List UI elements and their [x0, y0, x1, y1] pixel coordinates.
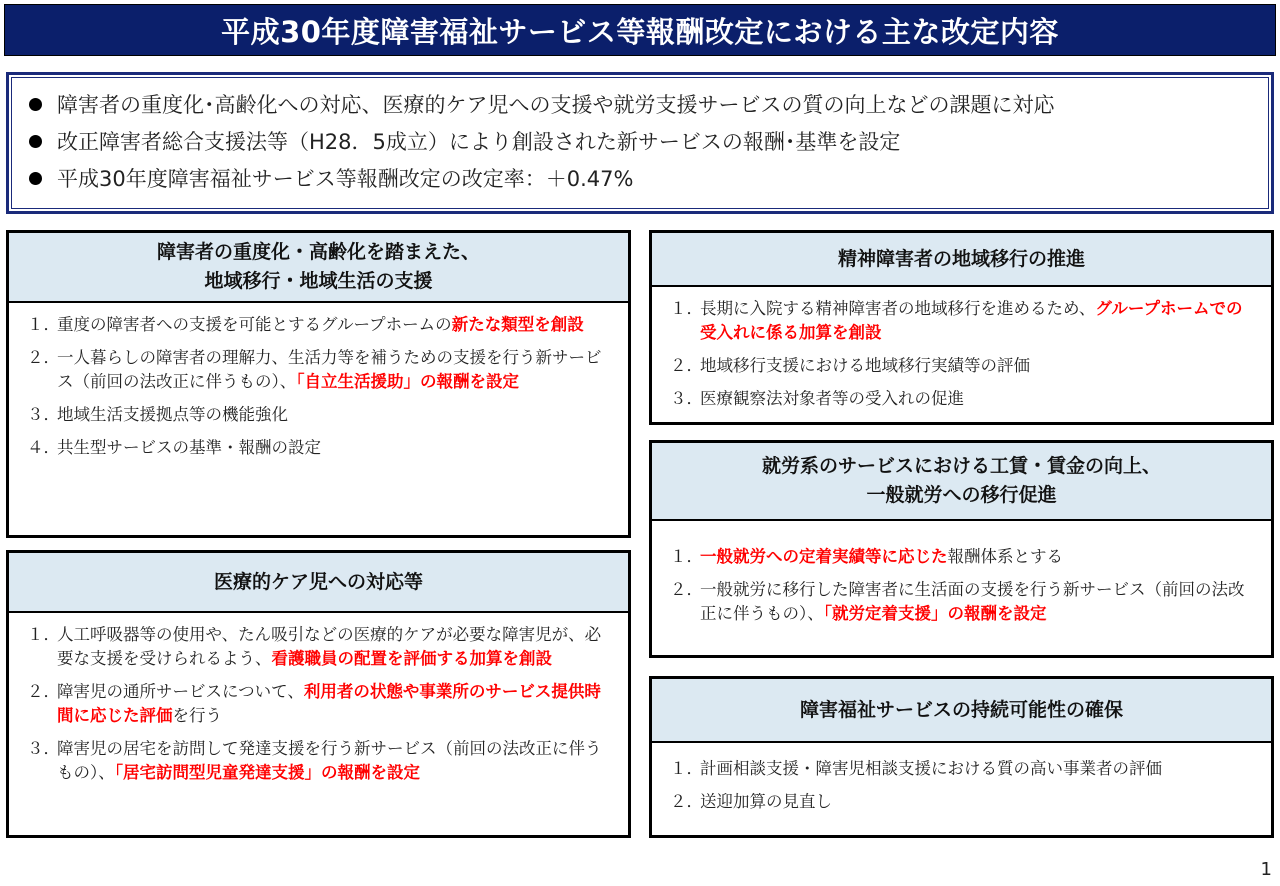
list-item	[666, 354, 1259, 378]
item-number: １．	[670, 299, 703, 318]
item-text-tail: 報酬体系とする	[947, 547, 1063, 566]
summary-text: 平成30年度障害福祉サービス等報酬改定の改定率：＋0.47%	[57, 167, 634, 191]
item-text-emphasis: 看護職員の配置を評価する加算を創設	[271, 649, 552, 668]
page-title: 平成30年度障害福祉サービス等報酬改定における主な改定内容	[221, 14, 1059, 49]
list-item	[666, 790, 1259, 814]
panel-header	[652, 443, 1271, 521]
list-item	[23, 737, 616, 785]
panel-title: 障害福祉サービスの持続可能性の確保	[799, 698, 1123, 721]
summary-item	[27, 87, 1271, 124]
item-text-emphasis: グループホームでの受入れに係る加算を創設	[700, 299, 1243, 342]
panel-title-line1: 就労系のサービスにおける工賃・賃金の向上、	[761, 455, 1161, 477]
item-text-normal: 送迎加算の見直し	[700, 792, 832, 811]
bullet-icon	[29, 98, 42, 111]
item-number: １．	[670, 759, 703, 778]
item-text	[57, 623, 616, 671]
panel-sustainability	[649, 676, 1274, 838]
item-text-normal: 一般就労に移行した障害者に生活面の支援を行う新サービス（前回の法改正に伴うもの）、	[700, 580, 1245, 623]
panel-body	[652, 743, 1271, 814]
panel-medical-care-children	[6, 550, 631, 838]
panel-community-life	[6, 230, 631, 538]
item-text-normal: 人工呼吸器等の使用や、たん吸引などの医療的ケアが必要な障害児が、必要な支援を受けられるよう、	[57, 625, 602, 668]
item-text	[700, 297, 1259, 345]
item-number: ２．	[27, 348, 60, 367]
item-text-normal: 障害児の通所サービスについて、	[57, 682, 304, 701]
list-item	[666, 757, 1259, 781]
list-item	[666, 578, 1259, 626]
item-text-normal: 一人暮らしの障害者の理解力、生活力等を補うための支援を行う新サービス（前回の法改正に伴うもの）、	[57, 348, 602, 391]
item-text	[57, 436, 616, 460]
panel-body	[9, 613, 628, 785]
item-text	[700, 578, 1259, 626]
item-text	[700, 757, 1259, 781]
list-item	[666, 297, 1259, 345]
title-bar	[4, 4, 1276, 56]
panel-body	[652, 287, 1271, 411]
item-text	[57, 737, 616, 785]
item-number: ２．	[670, 792, 703, 811]
item-text-emphasis: 「自立生活援助」の報酬を設定	[296, 372, 519, 391]
panel-body	[9, 303, 628, 460]
page-number: 1	[1260, 859, 1272, 880]
summary-item	[27, 124, 1271, 161]
item-number: １．	[27, 315, 60, 334]
item-text-normal: 共生型サービスの基準・報酬の設定	[57, 438, 321, 457]
item-text	[700, 790, 1259, 814]
item-text-normal: 地域生活支援拠点等の機能強化	[57, 405, 288, 424]
item-text	[700, 545, 1259, 569]
item-number: ３．	[670, 389, 703, 408]
item-number: ２．	[670, 356, 703, 375]
item-text-emphasis: 一般就労への定着実績等に応じた	[700, 547, 948, 566]
bullet-icon	[29, 172, 42, 185]
panel-title-line2: 地域移行・地域生活の支援	[204, 270, 433, 292]
panel-title-line2: 一般就労への移行促進	[866, 484, 1057, 506]
item-text-normal: 医療観察法対象者等の受入れの促進	[700, 389, 964, 408]
panel-title-line1: 障害者の重度化・高齢化を踏まえた、	[156, 241, 480, 263]
list-item	[666, 387, 1259, 411]
list-item	[23, 680, 616, 728]
list-item	[23, 403, 616, 427]
panel-mental-disability-transition	[649, 230, 1274, 425]
summary-item	[27, 161, 1271, 198]
item-text-normal: 障害児の居宅を訪問して発達支援を行う新サービス（前回の法改正に伴うもの）、	[57, 739, 602, 782]
panel-employment-wages	[649, 440, 1274, 658]
item-text-normal: 地域移行支援における地域移行実績等の評価	[700, 356, 1030, 375]
item-text	[700, 387, 1259, 411]
summary-text: 改正障害者総合支援法等（H28．5成立）により創設された新サービスの報酬･基準を設定	[57, 130, 901, 154]
item-text-normal: 長期に入院する精神障害者の地域移行を進めるため、	[700, 299, 1096, 318]
item-number: ３．	[27, 405, 60, 424]
panel-body	[652, 521, 1271, 626]
panel-title: 精神障害者の地域移行の推進	[837, 247, 1085, 270]
list-item	[666, 545, 1259, 569]
item-number: ２．	[670, 580, 703, 599]
list-item	[23, 313, 616, 337]
summary-text: 障害者の重度化･高齢化への対応、医療的ケア児への支援や就労支援サービスの質の向上などの課題に対応	[57, 93, 1055, 117]
item-number: ４．	[27, 438, 60, 457]
item-number: １．	[27, 625, 60, 644]
item-number: １．	[670, 547, 703, 566]
panel-header	[652, 233, 1271, 287]
panel-header	[652, 679, 1271, 743]
summary-list	[27, 87, 1271, 198]
item-text-emphasis: 利用者の状態や事業所のサービス提供時間に応じた評価	[57, 682, 601, 725]
bullet-icon	[29, 135, 42, 148]
list-item	[23, 436, 616, 460]
list-item	[23, 346, 616, 394]
item-text-tail: を行う	[172, 706, 222, 725]
item-text	[57, 346, 616, 394]
item-text	[57, 680, 616, 728]
item-number: ３．	[27, 739, 60, 758]
item-text-emphasis: 「居宅訪問型児童発達支援」の報酬を設定	[114, 763, 420, 782]
item-text-normal: 計画相談支援・障害児相談支援における質の高い事業者の評価	[700, 759, 1162, 778]
item-text	[57, 313, 616, 337]
item-text-emphasis: 「就労定着支援」の報酬を設定	[823, 604, 1047, 623]
summary-box	[6, 72, 1274, 214]
item-number: ２．	[27, 682, 60, 701]
panel-title: 医療的ケア児への対応等	[213, 570, 423, 593]
panel-header	[9, 553, 628, 613]
list-item	[23, 623, 616, 671]
panel-header	[9, 233, 628, 303]
item-text	[700, 354, 1259, 378]
item-text-normal: 重度の障害者への支援を可能とするグループホームの	[57, 315, 452, 334]
item-text-emphasis: 新たな類型を創設	[451, 315, 584, 334]
item-text	[57, 403, 616, 427]
